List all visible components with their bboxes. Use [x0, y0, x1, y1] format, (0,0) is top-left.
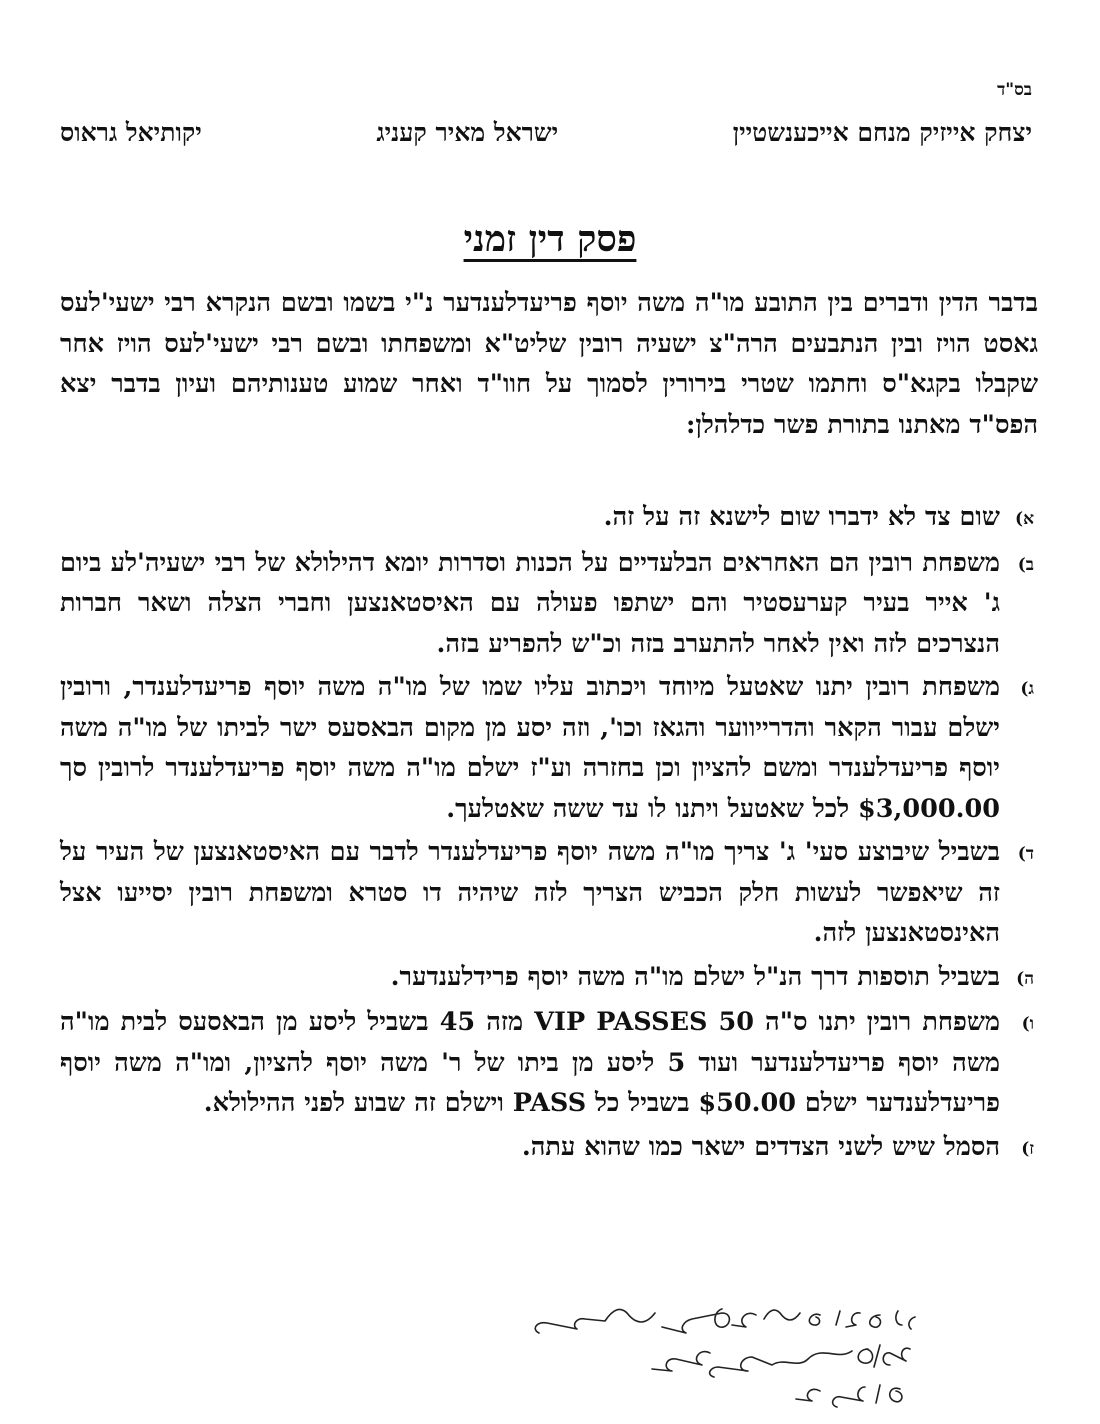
judge-name: ישראל מאיר קעניג: [376, 118, 559, 147]
clause-letter: ה): [1016, 968, 1034, 989]
clause-text: משפחת רובין הם האחראים הבלעדיים על הכנות וסדרות יומא דהילולא של רבי ישעיה'לע ביום ג' אייר בעיר קערעסטיר והם ישתפו פעולה עם האיסטאנצען וחברי הצלה ושאר חברות הנצרכים לזה ואין לאחר להתערב בזה וכ"ש להפריע בזה.: [60, 547, 1000, 659]
clause-item: [60, 497, 1034, 540]
clause-item: [60, 1002, 1034, 1124]
clause-text: הסמל שיש לשני הצדדים ישאר כמו שהוא עתה.: [521, 1131, 1000, 1162]
judge-name: יקותיאל גראוס: [60, 118, 202, 147]
clause-item: [60, 957, 1034, 1000]
intro-paragraph: בדבר הדין ודברים בין התובע מו"ה משה יוסף פריעדלענדער נ"י בשמו ובשם הנקרא רבי ישעי'לעס גאסט הויז ובין הנתבעים הרה"צ ישעיה רובין שליט"א ומשפחתו ובשם רבי ישעי'לעס הויז אחר שקבלו בקגא"ס וחתמו שטרי בירורין לסמוך על חוו"ד ואחר שמוע טענותיהם ועיון בדבר יצא הפס"ד מאתנו בתורת פשר כדלהלן:: [60, 288, 1038, 440]
ruling-clauses: [60, 497, 1034, 1172]
clause-letter: ז): [1021, 1138, 1034, 1159]
clause-item: [60, 1127, 1034, 1170]
clause-text: שום צד לא ידברו שום לישנא זה על זה.: [603, 502, 1000, 532]
clause-letter: ב): [1017, 554, 1034, 575]
clause-text: בשביל שיבוצע סעי' ג' צריך מו"ה משה יוסף פריעדלענדר לדבר עם האיסטאנצען של העיר על זה שיאפשר לעשות חלק הכביש הצריך לזה שיהיה דו סטרא ומשפחת רובין יסייעו אצל האינסטאנצען לזה.: [60, 837, 1000, 948]
clause-text: בשביל תוספות דרך הנ"ל ישלם מו"ה משה יוסף פרידלענדער.: [390, 961, 1000, 992]
judge-name: יצחק אייזיק מנחם אייכענשטיין: [732, 118, 1032, 147]
handwritten-signatures: [460, 1305, 920, 1420]
clause-letter: ג): [1020, 679, 1034, 699]
bsd-header: בס"ד: [997, 80, 1032, 100]
clause-letter: ו): [1021, 1014, 1034, 1034]
document-title: פסק דין זמני: [463, 218, 637, 260]
clause-item: [60, 667, 1034, 829]
clause-text: משפחת רובין יתנו ס"ה VIP PASSES 50 מזה 45 בשביל ליסע מן הבאסעס לבית מו"ה משה יוסף פריעדלענדער ועוד 5 ליסע מן ביתו של ר' משה יוסף להציון, ומו"ה משה יוסף פריעדלענדער ישלם $50.00 בשביל כל PASS וישלם זה שבוע לפני ההילולא.: [60, 1007, 1000, 1118]
clause-letter: ד): [1017, 844, 1034, 864]
clause-text: משפחת רובין יתנו שאטעל מיוחד ויכתוב עליו שמו של מו"ה משה יוסף פריעדלענדר, ורובין ישלם עבור הקאר והדרייווער והגאז וכו', וזה יסע מן מקום הבאסעס ישר לביתו של מו"ה משה יוסף פריעדלענדר ומשם להציון וכן בחזרה וע"ז ישלם מו"ה משה יוסף פריעדלענדר לרובין סך $3,000.00 לכל שאטעל ויתנו לו עד ששה שאטלעך.: [60, 672, 1000, 824]
clause-letter: א): [1015, 509, 1034, 529]
clause-item: [60, 543, 1034, 665]
judges-names: [60, 118, 1032, 148]
clause-item: [60, 832, 1034, 954]
